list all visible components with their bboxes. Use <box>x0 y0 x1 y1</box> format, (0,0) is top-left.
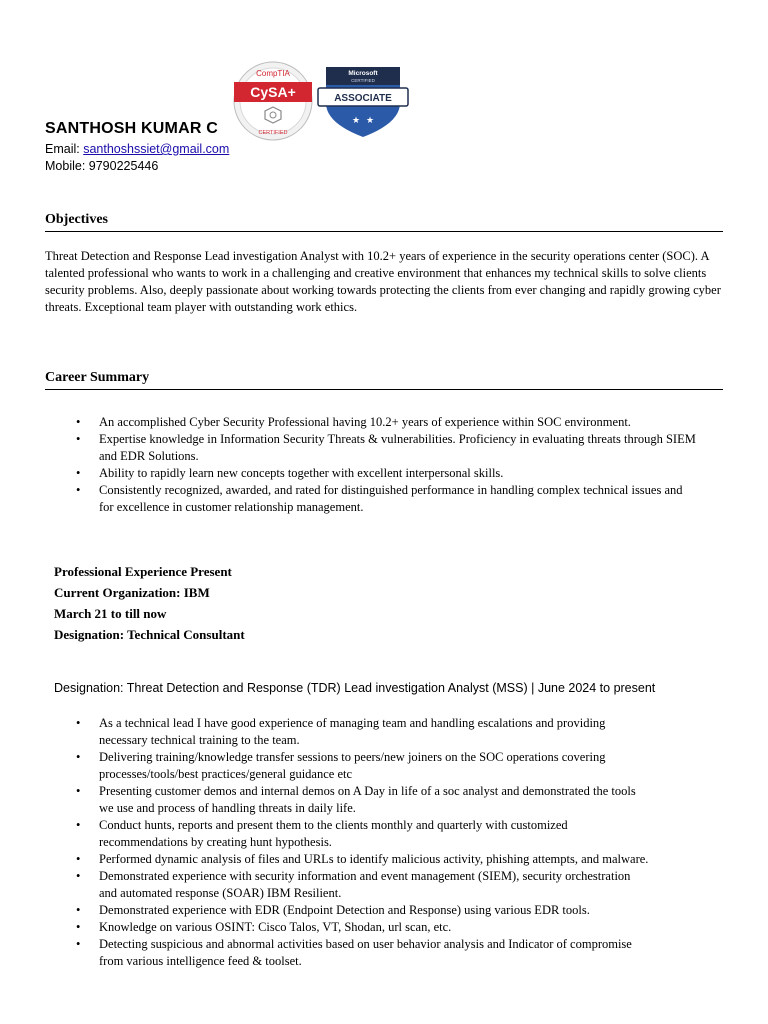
experience-list <box>76 715 651 970</box>
list-item: • Performed dynamic analysis of files and URLs to identify malicious activity, phishing attempts, and malware. <box>76 852 649 866</box>
bullet-icon: • <box>76 466 81 480</box>
bullet-icon: • <box>76 415 81 429</box>
bullet-icon: • <box>76 920 81 934</box>
current-organization: Current Organization: IBM <box>54 585 210 600</box>
bullet-icon: • <box>76 432 81 446</box>
mobile-line <box>45 159 158 173</box>
career-summary-divider <box>45 389 723 390</box>
list-item: • Detecting suspicious and abnormal activities based on user behavior analysis and Indicator of compromise from various intelligence feed & toolset. <box>76 937 632 968</box>
svg-text:Microsoft: Microsoft <box>348 70 378 77</box>
employment-period: March 21 to till now <box>54 606 167 621</box>
list-item: • An accomplished Cyber Security Professional having 10.2+ years of experience within SOC environment. <box>76 415 631 429</box>
bullet-icon: • <box>76 716 81 730</box>
svg-text:CERTIFIED: CERTIFIED <box>351 78 375 83</box>
microsoft-associate-badge <box>316 63 410 139</box>
list-item: • Demonstrated experience with security information and event management (SIEM), security orchestration and automated response (SOAR) IBM Resilient. <box>76 869 631 900</box>
list-item: • Presenting customer demos and internal demos on A Day in life of a soc analyst and demonstrated the tools we use and process of handling threats in daily life. <box>76 784 636 815</box>
candidate-name: SANTHOSH KUMAR C <box>45 120 218 137</box>
email-link[interactable]: santhoshssiet@gmail.com <box>83 142 230 156</box>
list-item: • As a technical lead I have good experience of managing team and handling escalations and providing necessary technical training to the team. <box>76 716 606 747</box>
bullet-icon: • <box>76 818 81 832</box>
mobile-number: 9790225446 <box>88 159 159 173</box>
objectives-heading: Objectives <box>45 212 108 227</box>
bullet-icon: • <box>76 903 81 917</box>
svg-text:★: ★ <box>351 115 361 125</box>
list-item: • Consistently recognized, awarded, and rated for distinguished performance in handling complex technical issues and for excellence in customer relationship management. <box>76 483 683 514</box>
comptia-cysa-badge <box>232 60 314 142</box>
list-item: • Ability to rapidly learn new concepts together with excellent interpersonal skills. <box>76 466 504 480</box>
career-summary-list <box>76 414 696 516</box>
email-label: Email: <box>45 142 80 156</box>
objectives-divider <box>45 231 723 232</box>
bullet-icon: • <box>76 750 81 764</box>
career-summary-heading: Career Summary <box>45 370 150 385</box>
svg-text:ASSOCIATE: ASSOCIATE <box>334 93 392 104</box>
bullet-icon: • <box>76 852 81 866</box>
svg-text:CompTIA: CompTIA <box>256 69 290 78</box>
list-item: • Expertise knowledge in Information Security Threats & vulnerabilities. Proficiency in evaluating threats through SIEM and EDR Solutions. <box>76 432 696 463</box>
list-item: • Delivering training/knowledge transfer sessions to peers/new joiners on the SOC operations covering processes/tools/best practices/general guidance etc <box>76 750 606 781</box>
svg-text:CySA+: CySA+ <box>250 84 296 100</box>
experience-heading: Professional Experience Present <box>54 564 232 579</box>
designation: Designation: Technical Consultant <box>54 627 245 642</box>
list-item: • Demonstrated experience with EDR (Endpoint Detection and Response) using various EDR tools. <box>76 903 590 917</box>
bullet-icon: • <box>76 937 81 951</box>
list-item: • Conduct hunts, reports and present them to the clients monthly and quarterly with customized recommendations by creating hunt hypothesis. <box>76 818 568 849</box>
role-designation-line: Designation: Threat Detection and Response (TDR) Lead investigation Analyst (MSS) | June 2024 to present <box>54 681 656 695</box>
bullet-icon: • <box>76 483 81 497</box>
bullet-icon: • <box>76 869 81 883</box>
objectives-text: Threat Detection and Response Lead investigation Analyst with 10.2+ years of experience in the security operations center (SOC). A talented professional who wants to work in a challenging and creative environment that enhances my technical skills to solve clients security problems. Also, deeply passionate about working towards protecting the clients from ever changing and rapidly growing cyber threats. Exceptional team player with outstanding work ethics. <box>45 249 721 314</box>
bullet-icon: • <box>76 784 81 798</box>
email-line <box>45 142 229 156</box>
svg-text:CERTIFIED: CERTIFIED <box>258 130 288 136</box>
svg-text:★: ★ <box>365 115 375 125</box>
list-item: • Knowledge on various OSINT: Cisco Talos, VT, Shodan, url scan, etc. <box>76 920 452 934</box>
mobile-label: Mobile: <box>45 159 86 173</box>
